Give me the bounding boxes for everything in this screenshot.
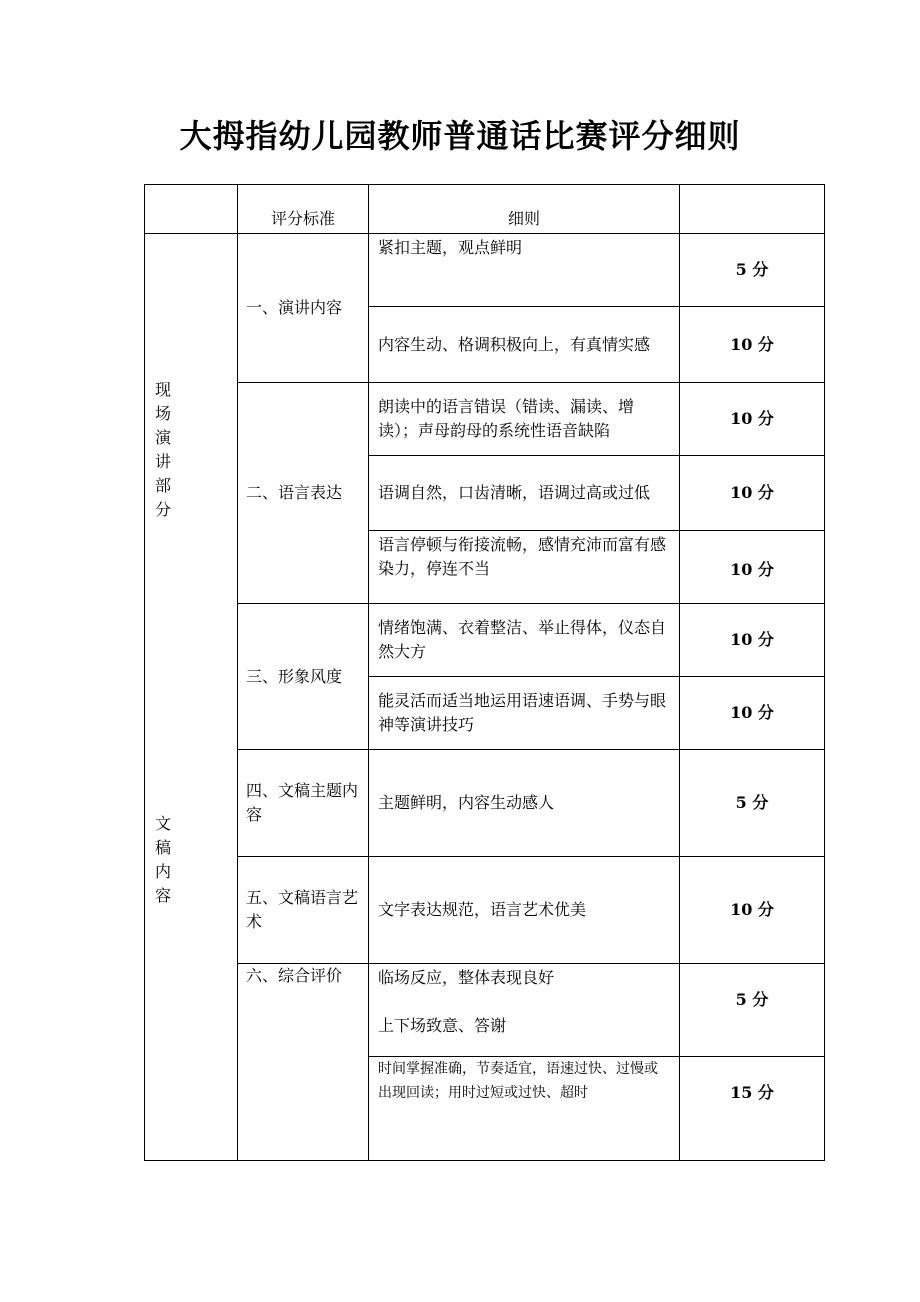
header-details: 细则 xyxy=(369,185,680,234)
score-cell: 5 分 xyxy=(680,750,825,857)
detail-cell: 内容生动、格调积极向上，有真情实感 xyxy=(369,307,680,383)
table-row xyxy=(145,383,825,456)
detail-cell xyxy=(369,964,680,1057)
score-cell: 10 分 xyxy=(680,604,825,677)
category-manuscript-theme: 四、文稿主题内容 xyxy=(238,750,369,857)
section-label-onsite-speech: 现场演讲部分 xyxy=(155,380,172,519)
detail-cell: 语调自然，口齿清晰，语调过高或过低 xyxy=(369,456,680,531)
table-row xyxy=(145,604,825,677)
score-cell: 10 分 xyxy=(680,307,825,383)
detail-cell: 文字表达规范，语言艺术优美 xyxy=(369,857,680,964)
header-scoring-standard: 评分标准 xyxy=(238,185,369,234)
header-cell-blank xyxy=(145,185,238,234)
header-cell-score xyxy=(680,185,825,234)
category-overall-evaluation: 六、综合评价 xyxy=(238,964,369,1161)
section-label-manuscript: 文稿内容 xyxy=(155,814,172,905)
score-cell: 5 分 xyxy=(680,964,825,1057)
category-image-demeanor: 三、形象风度 xyxy=(238,604,369,750)
detail-cell: 时间掌握准确，节奏适宜，语速过快、过慢或出现回读；用时过短或过快、超时 xyxy=(369,1057,680,1161)
detail-text: 上下场致意、答谢 xyxy=(378,1016,507,1035)
detail-cell: 语言停顿与衔接流畅，感情充沛而富有感染力，停连不当 xyxy=(369,531,680,604)
category-speech-content: 一、演讲内容 xyxy=(238,234,369,383)
category-manuscript-language: 五、文稿语言艺术 xyxy=(238,857,369,964)
category-language-expression: 二、语言表达 xyxy=(238,383,369,604)
detail-cell: 朗读中的语言错误（错读、漏读、增读）；声母韵母的系统性语音缺陷 xyxy=(369,383,680,456)
page-title: 大拇指幼儿园教师普通话比赛评分细则 xyxy=(179,117,741,155)
score-cell: 10 分 xyxy=(680,531,825,604)
table-row xyxy=(145,964,825,1057)
table-row xyxy=(145,857,825,964)
score-cell: 10 分 xyxy=(680,857,825,964)
score-cell: 10 分 xyxy=(680,677,825,750)
detail-text: 临场反应，整体表现良好 xyxy=(378,968,555,987)
table-row xyxy=(145,234,825,307)
detail-cell: 主题鲜明，内容生动感人 xyxy=(369,750,680,857)
detail-cell: 能灵活而适当地运用语速语调、手势与眼神等演讲技巧 xyxy=(369,677,680,750)
score-cell: 15 分 xyxy=(680,1057,825,1161)
table-header-row xyxy=(145,185,825,234)
table-row xyxy=(145,750,825,857)
score-cell: 5 分 xyxy=(680,234,825,307)
detail-cell: 情绪饱满、衣着整洁、举止得体，仪态自然大方 xyxy=(369,604,680,677)
score-cell: 10 分 xyxy=(680,456,825,531)
detail-cell: 紧扣主题，观点鲜明 xyxy=(369,234,680,307)
score-cell: 10 分 xyxy=(680,383,825,456)
scoring-table xyxy=(144,184,825,1161)
section-column xyxy=(145,234,238,1161)
